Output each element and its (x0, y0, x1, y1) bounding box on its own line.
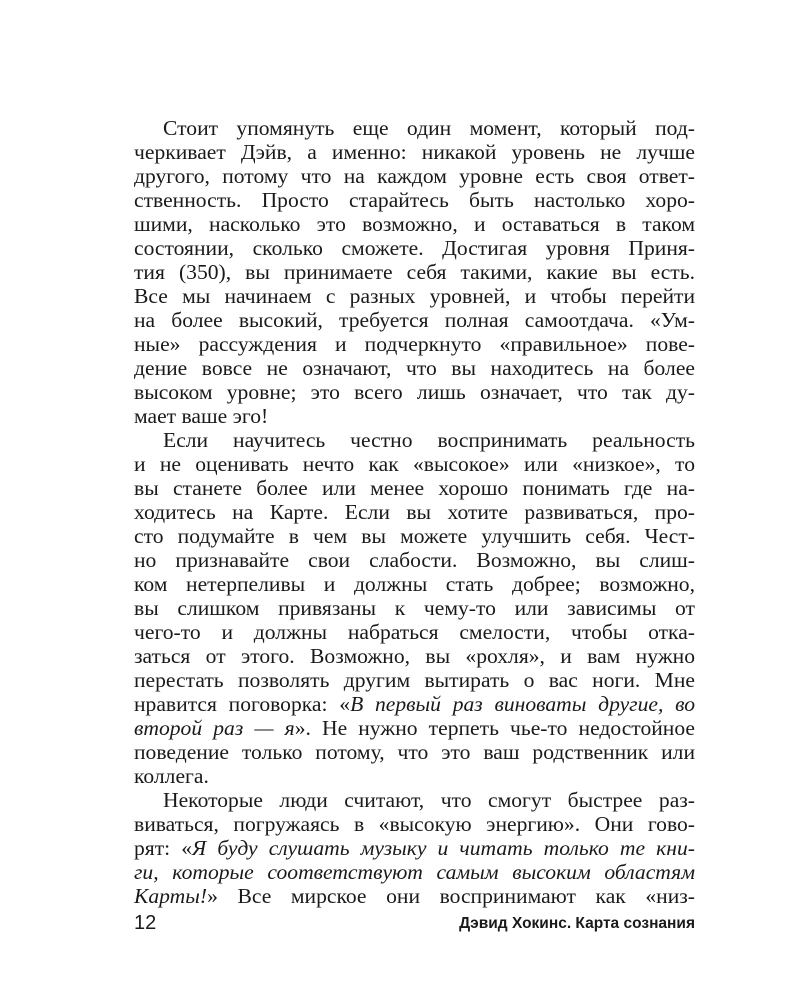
italic-quote: ги, которые соответствуют самым высоким областям (134, 860, 695, 884)
text-line: ные» рассуждения и подчеркнуто «правильное» пове- (134, 332, 695, 356)
italic-quote: Карты! (134, 884, 208, 908)
text-run: ». Не нужно терпеть чье-то недостойное (294, 716, 695, 740)
text-line: на более высокий, требуется полная самоотдача. «Ум- (134, 308, 695, 332)
text-line (134, 860, 695, 884)
text-line: но признавайте свои слабости. Возможно, вы слиш- (134, 548, 695, 572)
text-line: Стоит упомянуть еще один момент, который под- (163, 116, 695, 140)
text-line (134, 716, 695, 740)
text-line: Некоторые люди считают, что смогут быстрее раз- (163, 788, 695, 812)
text-line (134, 836, 695, 860)
text-line: ком нетерпеливы и должны стать добрее; возможно, (134, 572, 695, 596)
text-line: другого, потому что на каждом уровне есть своя ответ- (134, 164, 695, 188)
text-run: нравится поговорка: « (134, 692, 351, 716)
text-line: тия (350), вы принимаете себя такими, какие вы есть. (134, 260, 695, 284)
italic-quote: Я буду слушать музыку и читать только те кни- (192, 836, 695, 860)
text-line: вы станете более или менее хорошо понимать где на- (134, 476, 695, 500)
text-line: Все мы начинаем с разных уровней, и чтобы перейти (134, 284, 695, 308)
text-line: высоком уровне; это всего лишь означает, что так ду- (134, 380, 695, 404)
text-run: рят: « (134, 836, 193, 860)
text-line: дение вовсе не означают, что вы находитесь на более (134, 356, 695, 380)
text-line: Если научитесь честно воспринимать реальность (163, 428, 695, 452)
text-line: шими, насколько это возможно, и оставаться в таком (134, 212, 695, 236)
text-run: » Все мирское они воспринимают как «низ- (207, 884, 695, 908)
text-line: виваться, погружаясь в «высокую энергию». Они гово- (134, 812, 695, 836)
text-line: поведение только потому, что это ваш родственник или (134, 740, 695, 764)
italic-quote: В первый раз виноваты другие, во (350, 692, 695, 716)
text-line: состоянии, сколько сможете. Достигая уровня Приня- (134, 236, 695, 260)
text-line (134, 692, 695, 716)
italic-quote: второй раз — я (134, 716, 295, 740)
text-line: перестать позволять другим вытирать о вас ноги. Мне (134, 668, 695, 692)
text-line: заться от этого. Возможно, вы «рохля», и вам нужно (134, 644, 695, 668)
text-line (134, 884, 695, 908)
text-line: коллега. (134, 764, 209, 788)
text-line: мает ваше эго! (134, 404, 269, 428)
text-line: сто подумайте в чем вы можете улучшить себя. Чест- (134, 524, 695, 548)
text-line: вы слишком привязаны к чему-то или зависимы от (134, 596, 695, 620)
text-line: черкивает Дэйв, а именно: никакой уровень не лучше (134, 140, 695, 164)
text-line: и не оценивать нечто как «высокое» или «низкое», то (134, 452, 695, 476)
text-line: ственность. Просто старайтесь быть настолько хоро- (134, 188, 695, 212)
running-title: Дэвид Хокинс. Карта сознания (459, 915, 695, 932)
text-line: чего-то и должны набраться смелости, чтобы отка- (134, 620, 695, 644)
text-line: ходитесь на Карте. Если вы хотите развиваться, про- (134, 500, 695, 524)
page-number: 12 (134, 912, 157, 934)
page-footer (134, 911, 695, 937)
